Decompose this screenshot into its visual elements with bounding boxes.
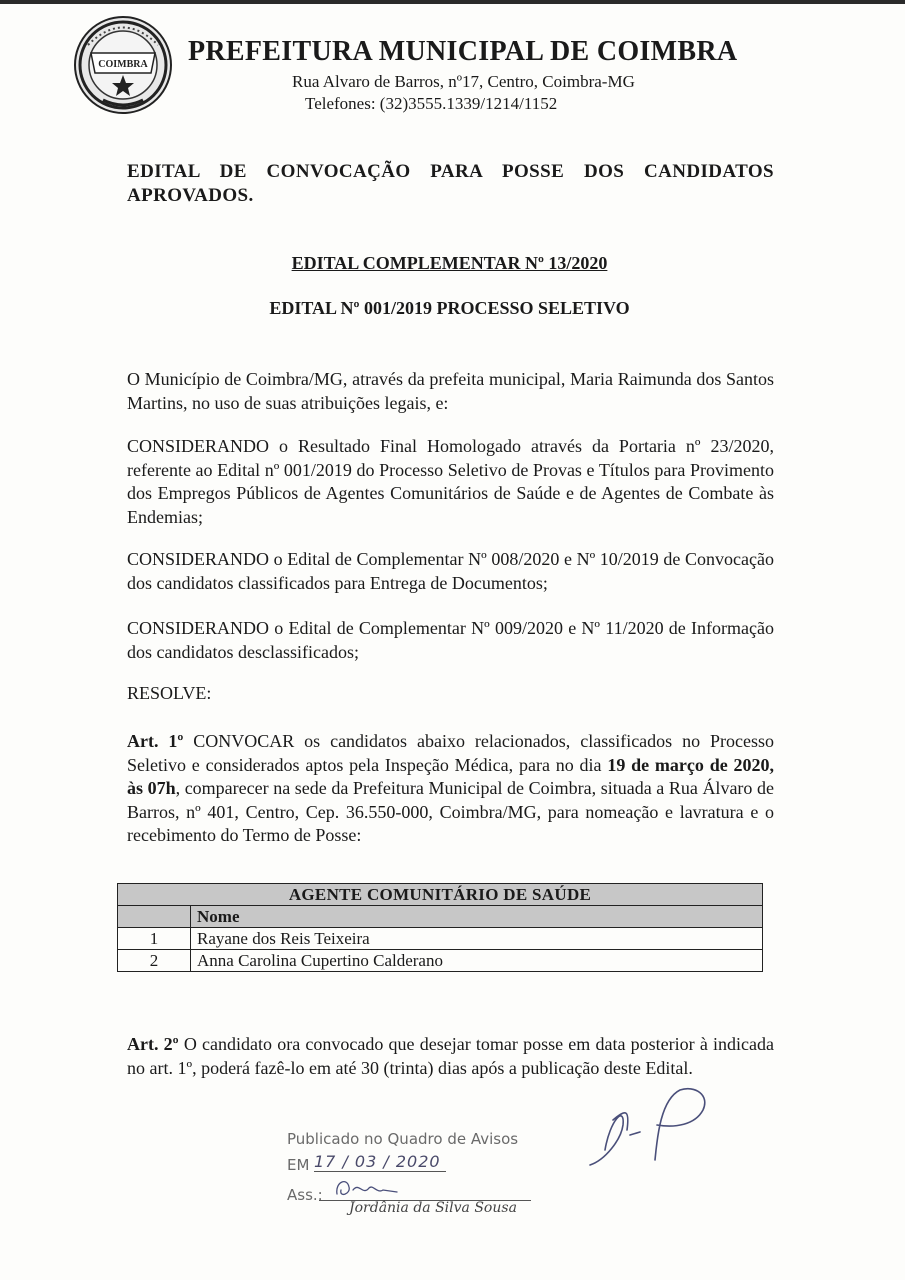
table-title-row <box>118 884 763 906</box>
org-phones: Telefones: (32)3555.1339/1214/1152 <box>305 94 558 113</box>
table-header-name: Nome <box>191 906 763 928</box>
table-cell-num: 2 <box>118 950 191 972</box>
article-1 <box>127 730 774 848</box>
mayor-signature-icon <box>585 1080 715 1170</box>
table-header-row <box>118 906 763 928</box>
considerando-1: CONSIDERANDO o Resultado Final Homologado através da Portaria nº 23/2020, referente ao Edital nº 001/2019 do Processo Seletivo de Provas e Títulos para Provimento dos Empregos Públicos de Agentes Comunitários de Saúde e de Agentes de Combate às Endemias; <box>127 436 774 527</box>
table-cell-name: Rayane dos Reis Teixeira <box>191 928 763 950</box>
candidates-table <box>117 883 763 972</box>
article-1-text-b: , comparecer na sede da Prefeitura Municipal de Coimbra, situada a Rua Álvaro de Barros, nº 401, Centro, Cep. 36.550-000, Coimbra/MG, para nomeação e lavratura e o recebimento do Termo de Posse: <box>127 778 774 845</box>
org-address: Rua Alvaro de Barros, nº17, Centro, Coimbra-MG <box>292 72 635 91</box>
heading-complementar <box>0 253 905 274</box>
municipal-seal-icon <box>73 15 173 115</box>
scan-edge <box>0 0 905 4</box>
stamp-signature-icon <box>327 1172 407 1202</box>
article-2-label: Art. 2º <box>127 1034 179 1054</box>
considerando-3: CONSIDERANDO o Edital de Complementar Nº 009/2020 e Nº 11/2020 de Informação dos candidatos desclassificados; <box>127 618 774 662</box>
stamp-title: Publicado no Quadro de Avisos <box>287 1130 519 1148</box>
stamp-ass-label: Ass.: <box>287 1186 323 1204</box>
article-1-label: Art. 1º <box>127 731 184 751</box>
article-1-date: 19 de março de 2020, às 07h <box>127 754 774 798</box>
considerando-2: CONSIDERANDO o Edital de Complementar Nº 008/2020 e Nº 10/2019 de Convocação dos candidatos classificados para Entrega de Documentos; <box>127 549 774 593</box>
heading-convocacao: EDITAL DE CONVOCAÇÃO PARA POSSE DOS CANDIDATOS APROVADOS. <box>127 161 774 206</box>
heading-processo-seletivo <box>0 298 905 319</box>
article-2-text: O candidato ora convocado que desejar tomar posse em data posterior à indicada no art. 1º, poderá fazê-lo em até 30 (trinta) dias após a publicação deste Edital. <box>127 1034 774 1078</box>
table-header-num <box>118 906 191 928</box>
table-row <box>118 950 763 972</box>
stamp-em-label: EM <box>287 1156 310 1174</box>
stamp-signature-row <box>287 1186 323 1204</box>
resolve-label: RESOLVE: <box>127 683 212 703</box>
table-cell-name: Anna Carolina Cupertino Calderano <box>191 950 763 972</box>
stamp-signer-name: Jordânia da Silva Sousa <box>349 1200 517 1216</box>
svg-text:COIMBRA: COIMBRA <box>98 59 148 70</box>
table-title: AGENTE COMUNITÁRIO DE SAÚDE <box>118 884 763 906</box>
stamp-date: 17 / 03 / 2020 <box>314 1152 446 1172</box>
table-row <box>118 928 763 950</box>
heading-processo-text: EDITAL Nº 001/2019 PROCESSO SELETIVO <box>269 298 630 318</box>
stamp-date-row <box>287 1152 441 1174</box>
article-1-text-a: CONVOCAR os candidatos abaixo relacionados, classificados no Processo Seletivo e considerados aptos pela Inspeção Médica, para no dia <box>127 731 774 775</box>
article-2 <box>127 1033 774 1080</box>
heading-complementar-text: EDITAL COMPLEMENTAR Nº 13/2020 <box>291 253 608 273</box>
intro-paragraph: O Município de Coimbra/MG, através da prefeita municipal, Maria Raimunda dos Santos Martins, no uso de suas atribuições legais, e: <box>127 369 774 413</box>
org-name: PREFEITURA MUNICIPAL DE COIMBRA <box>188 36 738 67</box>
table-cell-num: 1 <box>118 928 191 950</box>
